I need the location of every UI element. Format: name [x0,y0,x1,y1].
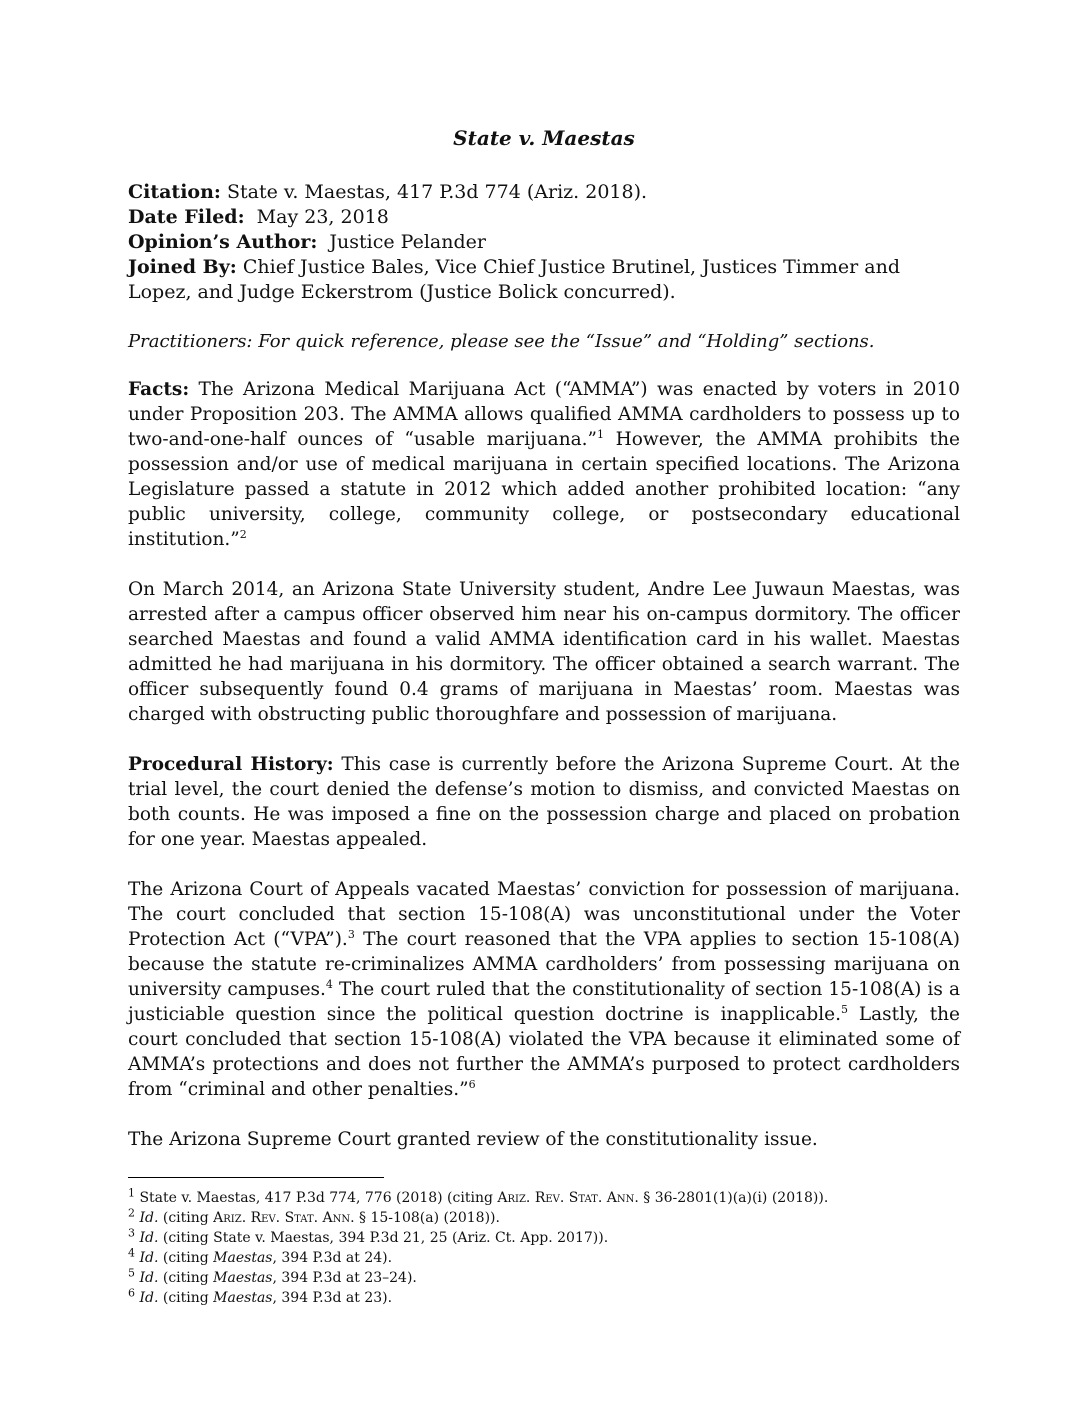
id-signal: Id. [139,1210,159,1226]
footnote-1 [128,1188,960,1208]
id-signal: Id. [139,1270,159,1286]
footnote-text: (citing [158,1250,214,1266]
footnote-ref-5[interactable]: 5 [841,1002,848,1016]
footnote-ref-1[interactable]: 1 [596,427,604,441]
footnote-text: (citing State v. Maestas, 394 P.3d 21, 25 (Ariz. Ct. App. 2017)). [158,1230,609,1246]
appeals-paragraph [128,877,960,1102]
footnote-number: 5 [128,1266,135,1280]
footnote-text: § 15-108(a) (2018)). [354,1210,500,1226]
id-signal: Id. [139,1290,159,1306]
date-filed-line [128,205,960,230]
joined-by-label: Joined By: [128,256,237,278]
footnote-number: 1 [128,1186,135,1200]
footnote-ref-4[interactable]: 4 [325,977,333,991]
footnote-number: 3 [128,1226,135,1240]
author-value: Justice Pelander [317,231,486,253]
footnote-4 [128,1248,960,1268]
practitioners-note: Practitioners: For quick reference, please see the “Issue” and “Holding” sections. [128,331,875,352]
footnote-ref-3[interactable]: 3 [347,927,355,941]
joined-by-value: Chief Justice Bales, Vice Chief Justice Brutinel, Justices Timmer and Lopez, and Judge Eckerstrom (Justice Bolick concurred). [128,256,900,303]
procedural-history-text: This case is currently before the Arizona Supreme Court. At the trial level, the court denied the defense’s motion to dismiss, and convicted Maestas on both counts. He was imposed a fine on the possession charge and placed on probation for one year. Maestas appealed. [128,754,960,850]
procedural-history-label: Procedural History: [128,754,334,775]
case-name: Maestas [213,1250,273,1266]
document-title: State v. Maestas [453,126,635,150]
footnote-text: (citing [158,1290,214,1306]
case-name: Maestas [213,1290,273,1306]
footnote-ref-6[interactable]: 6 [468,1077,476,1091]
footnote-text: , 394 P.3d at 23). [272,1290,393,1306]
citation-line [128,180,960,205]
footnotes [128,1188,960,1308]
id-signal: Id. [139,1230,159,1246]
footnote-number: 4 [128,1246,135,1260]
procedural-history-paragraph [128,752,960,852]
arrest-paragraph: On March 2014, an Arizona State University student, Andre Lee Juwaun Maestas, was arrested after a campus officer observed him near his on-campus dormitory. The officer searched Maestas and found a valid AMMA identification card in his wallet. Maestas admitted he had marijuana in his dormitory. The officer obtained a search warrant. The officer subsequently found 0.4 grams of marijuana in Maestas’ room. Maestas was charged with obstructing public thoroughfare and possession of marijuana. [128,579,960,725]
footnote-text: § 36-2801(1)(a)(i) (2018)). [638,1190,829,1206]
author-label: Opinion’s Author: [128,231,318,253]
appeals-text-b: The court reasoned that the VPA applies to section 15-108(A) because the statute re-criminalizes AMMA cardholders’ from possessing marijuana on university campuses. [128,929,960,1000]
footnote-text: State v. Maestas, 417 P.3d 774, 776 (2018) (citing [135,1190,498,1206]
footnote-divider [128,1177,384,1178]
author-line [128,230,960,255]
footnote-number: 2 [128,1206,135,1220]
id-signal: Id. [139,1250,159,1266]
footnote-2 [128,1208,960,1228]
appeals-text-d: Lastly, the court concluded that section 15-108(A) violated the VPA because it eliminated some of AMMA’s protections and does not further the AMMA’s purposed to protect cardholders from “criminal and other penalties.” [128,1004,961,1100]
facts-text-a: The Arizona Medical Marijuana Act (“AMMA”) was enacted by voters in 2010 under Proposition 203. The AMMA allows qualified AMMA cardholders to possess up to two-and-one-half ounces of “usable marijuana.” [128,379,960,450]
statute-abbrev: Ariz. Rev. Stat. Ann. [497,1190,639,1206]
joined-by-line [128,255,960,305]
footnote-5 [128,1268,960,1288]
citation-value: State v. Maestas, 417 P.3d 774 (Ariz. 2018). [220,181,648,203]
footnote-text: , 394 P.3d at 24). [272,1250,393,1266]
footnote-text: , 394 P.3d at 23–24). [272,1270,417,1286]
facts-label: Facts: [128,379,190,400]
footnote-ref-2[interactable]: 2 [239,527,247,541]
date-filed-label: Date Filed: [128,206,245,228]
footnote-6 [128,1288,960,1308]
document-page [128,126,960,1308]
review-paragraph: The Arizona Supreme Court granted review of the constitutionality issue. [128,1129,818,1150]
appeals-text-c: The court ruled that the constitutionality of section 15-108(A) is a justiciable question since the political question doctrine is inapplicable. [128,979,960,1025]
footnote-text: (citing [158,1210,214,1226]
date-filed-value: May 23, 2018 [244,206,389,228]
case-name: Maestas [213,1270,273,1286]
statute-abbrev: Ariz. Rev. Stat. Ann. [213,1210,355,1226]
facts-paragraph [128,377,960,552]
facts-text-b: However, the AMMA prohibits the possession and/or use of medical marijuana in certain specified locations. The Arizona Legislature passed a statute in 2012 which added another prohibited location: “any public university, college, community college, or postsecondary educational institution.” [128,429,961,550]
case-metadata [128,180,960,305]
appeals-text-a: The Arizona Court of Appeals vacated Maestas’ conviction for possession of marijuana. The court concluded that section 15-108(A) was unconstitutional under the Voter Protection Act (“VPA”). [128,879,960,950]
footnote-text: (citing [158,1270,214,1286]
citation-label: Citation: [128,181,221,203]
footnote-3 [128,1228,960,1248]
footnote-number: 6 [128,1286,135,1300]
